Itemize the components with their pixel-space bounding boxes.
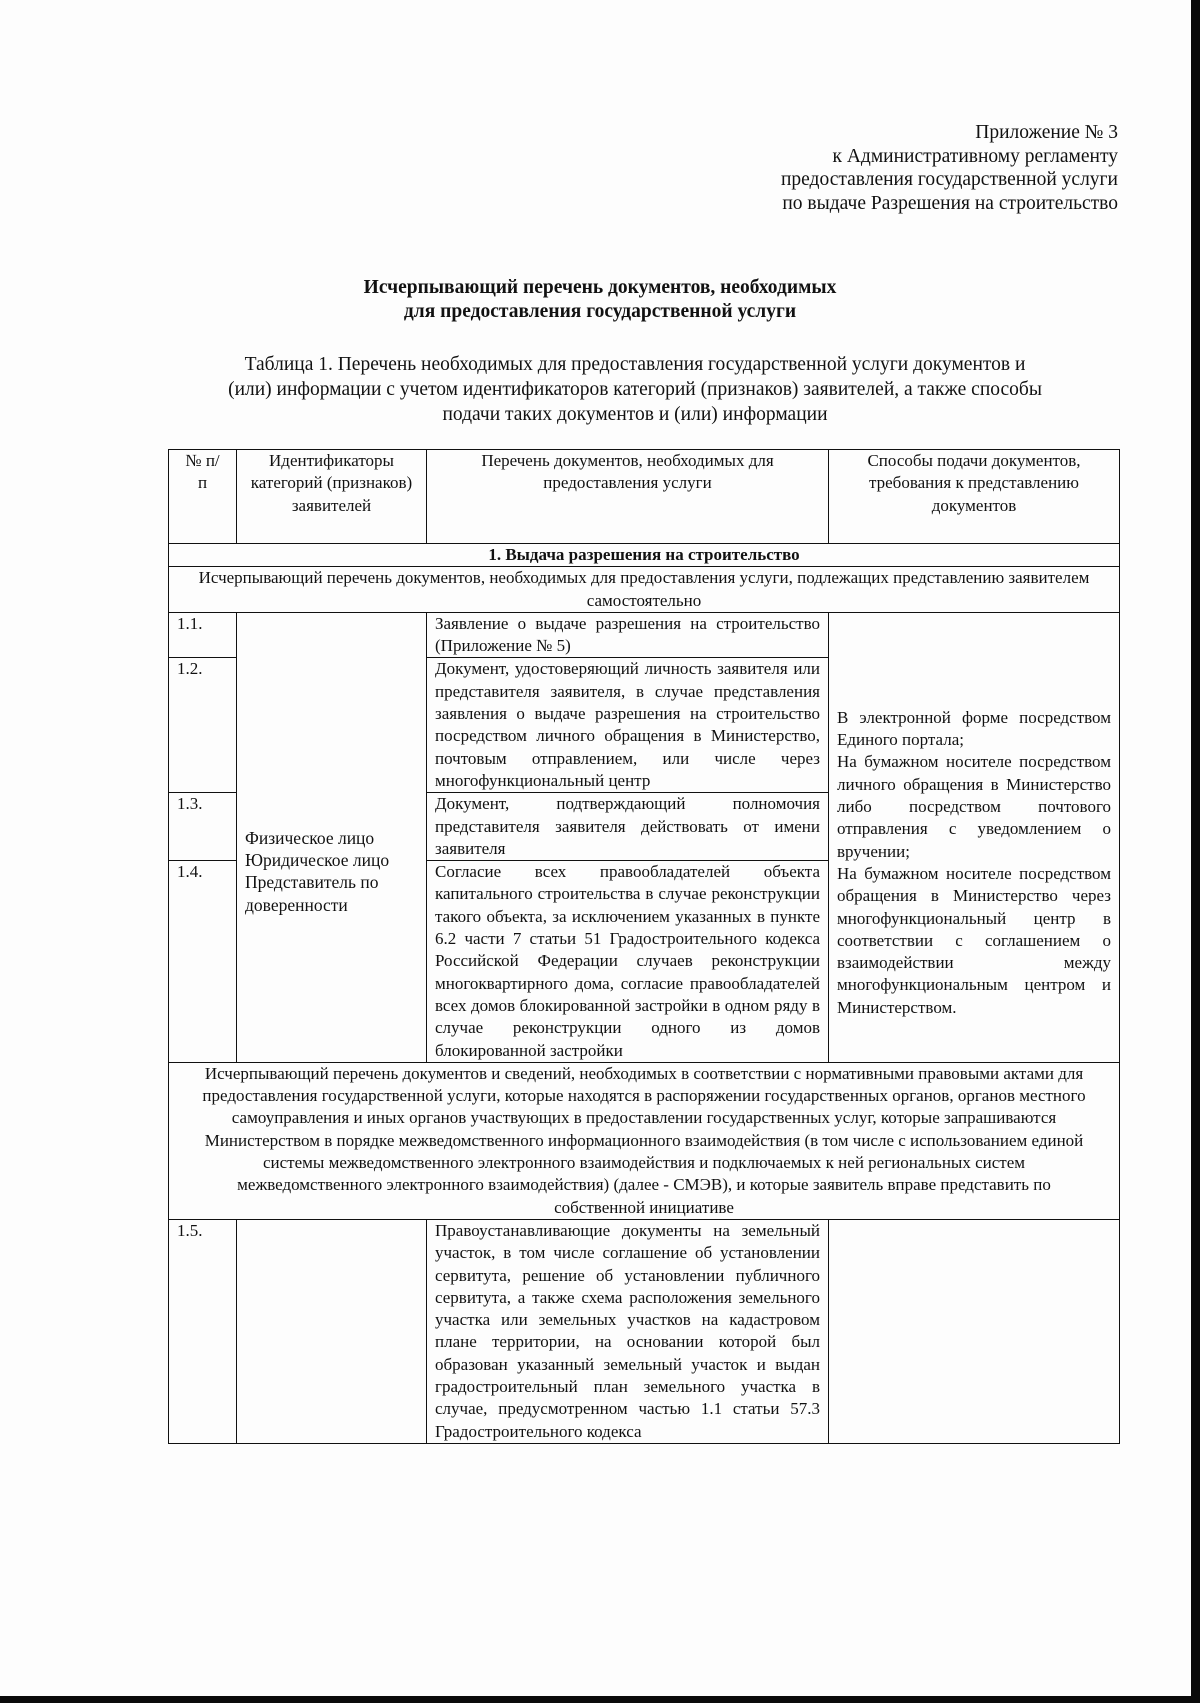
header-documents: Перечень документов, необходимых для предоставления услуги — [427, 450, 829, 544]
caption-line: (или) информации с учетом идентификаторов категорий (признаков) заявителей, а также способы — [228, 379, 1042, 400]
title-line: Исчерпывающий перечень документов, необходимых — [363, 277, 837, 298]
appendix-line: к Административному регламенту — [832, 145, 1118, 167]
caption-line: подачи таких документов и (или) информации — [442, 404, 828, 425]
document-cell: Документ, подтверждающий полномочия представителя заявителя действовать от имени заявителя — [427, 793, 829, 861]
methods-cell-empty — [829, 1219, 1120, 1443]
documents-table — [168, 449, 1120, 1444]
category-line: Физическое лицо — [245, 827, 375, 848]
category-line: Юридическое лицо — [245, 850, 390, 871]
header-methods: Способы подачи документов, требования к представлению документов — [829, 450, 1120, 544]
appendix-line: по выдаче Разрешения на строительство — [782, 192, 1118, 214]
table-caption — [150, 352, 1120, 427]
method-paragraph: В электронной форме посредством Единого портала; — [837, 707, 1111, 750]
methods-cell — [829, 612, 1120, 1062]
method-paragraph: На бумажном носителе посредством личного обращения в Министерство либо посредством почтового отправления с уведомлением о вручении; — [837, 752, 1111, 861]
row-number: 1.4. — [169, 861, 237, 1063]
document-cell: Правоустанавливающие документы на земельный участок, в том числе соглашение об установлении сервитута, решение об установлении публичного сервитута, а также схема расположения земельного участка или земельных участков на кадастровом плане территории, на основании которой был образован указанный земельный участок и выдан градостроительный план земельного участка в случае, предусмотренном частью 1.1 статьи 57.3 Градостроительного кодекса — [427, 1219, 829, 1443]
document-cell: Согласие всех правообладателей объекта капитального строительства в случае реконструкции такого объекта, за исключением указанных в пункте 6.2 части 7 статьи 51 Градостроительного кодекса Российской Федерации случаев реконструкции многоквартирного дома, согласие правообладателей всех домов блокированной застройки в одном ряду в случае реконструкции одного из домов блокированной застройки — [427, 861, 829, 1063]
table-row — [169, 1219, 1120, 1443]
row-number: 1.2. — [169, 658, 237, 793]
appendix-line: предоставления государственной услуги — [780, 169, 1118, 190]
header-categories: Идентификаторы категорий (признаков) заявителей — [237, 450, 427, 544]
row-number: 1.1. — [169, 612, 237, 658]
categories-cell — [237, 612, 427, 1062]
header-num: № п/п — [169, 450, 237, 544]
subsection-title: Исчерпывающий перечень документов и сведений, необходимых в соответствии с нормативными правовыми актами для предоставления государственной услуги, которые находятся в распоряжении государственных органов, органов местного самоуправления и иных органов участвующих в предоставлении государственных услуг, которые запрашиваются Министерством в порядке межведомственного информационного взаимодействия (в том числе с использованием единой системы межведомственного электронного взаимодействия и подключаемых к ней региональных систем межведомственного электронного взаимодействия) (далее - СМЭВ), и которые заявитель вправе представить по собственной инициативе — [169, 1062, 1120, 1219]
appendix-line: Приложение № 3 — [975, 122, 1118, 143]
table-row — [169, 612, 1120, 658]
document-title — [0, 276, 1200, 323]
table-header-row — [169, 450, 1120, 544]
categories-cell-empty — [237, 1219, 427, 1443]
section-title: 1. Выдача разрешения на строительство — [169, 544, 1120, 567]
title-line: для предоставления государственной услуги — [403, 300, 797, 322]
category-line: Представитель по доверенности — [245, 872, 379, 915]
document-cell: Заявление о выдаче разрешения на строительство (Приложение № 5) — [427, 612, 829, 658]
scan-edge-bottom — [0, 1696, 1200, 1703]
subsection-row — [169, 1062, 1120, 1219]
document-cell: Документ, удостоверяющий личность заявителя или представителя заявителя, в случае представления заявления о выдаче разрешения на строительство посредством личного обращения в Министерство, почтовым отправлением, или числе через многофункциональный центр — [427, 658, 829, 793]
scan-edge-right — [1191, 0, 1200, 1703]
caption-line: Таблица 1. Перечень необходимых для предоставления государственной услуги документов и — [244, 354, 1026, 375]
section-row — [169, 544, 1120, 567]
method-paragraph: На бумажном носителе посредством обращения в Министерство через многофункциональный центр в соответствии с соглашением о взаимодействии между многофункциональным центром и Министерством. — [837, 863, 1111, 1017]
appendix-header — [598, 121, 1118, 215]
row-number: 1.3. — [169, 793, 237, 861]
subsection-title: Исчерпывающий перечень документов, необходимых для предоставления услуги, подлежащих представлению заявителем самостоятельно — [169, 567, 1120, 613]
subsection-row — [169, 567, 1120, 613]
row-number: 1.5. — [169, 1219, 237, 1443]
